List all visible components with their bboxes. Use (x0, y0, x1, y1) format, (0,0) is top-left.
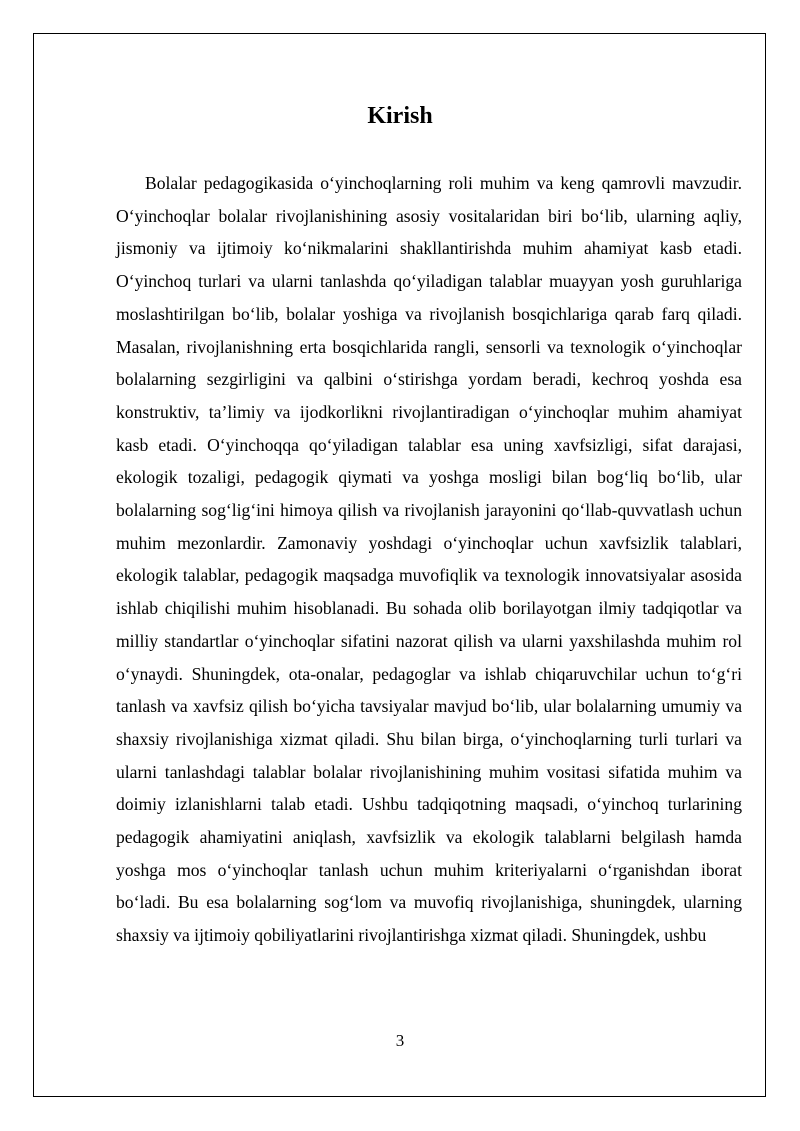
body-paragraph: Bolalar pedagogikasida o‘yinchoqlarning roli muhim va keng qamrovli mavzudir. O‘yinchoqlar bolalar rivojlanishining asosiy vositalaridan biri bo‘lib, ularning aqliy, jismoniy va ijtimoiy ko‘nikmalarini shakllantirishda muhim ahamiyat kasb etadi. O‘yinchoq turlari va ularni tanlashda qo‘yiladigan talablar muayyan yosh guruhlariga moslashtirilgan bo‘lib, bolalar yoshiga va rivojlanish bosqichlariga qarab farq qiladi. Masalan, rivojlanishning erta bosqichlarida rangli, sensorli va texnologik o‘yinchoqlar bolalarning sezgirligini va qalbini o‘stirishga yordam beradi, kechroq yoshda esa konstruktiv, ta’limiy va ijodkorlikni rivojlantiradigan o‘yinchoqlar muhim ahamiyat kasb etadi. O‘yinchoqqa qo‘yiladigan talablar esa uning xavfsizligi, sifat darajasi, ekologik tozaligi, pedagogik qiymati va yoshga mosligi bilan bog‘liq bo‘lib, ular bolalarning sog‘lig‘ini himoya qilish va rivojlanish jarayonini qo‘llab-quvvatlash uchun muhim mezonlardir. Zamonaviy yoshdagi o‘yinchoqlar uchun xavfsizlik talablari, ekologik talablar, pedagogik maqsadga muvofiqlik va texnologik innovatsiyalar asosida ishlab chiqilishi muhim hisoblanadi. Bu sohada olib borilayotgan ilmiy tadqiqotlar va milliy standartlar o‘yinchoqlar sifatini nazorat qilish va ularni yaxshilashda muhim rol o‘ynaydi. Shuningdek, ota-onalar, pedagoglar va ishlab chiqaruvchilar uchun to‘g‘ri tanlash va xavfsiz qilish bo‘yicha tavsiyalar mavjud bo‘lib, ular bolalarning umumiy va shaxsiy rivojlanishiga xizmat qiladi. Shu bilan birga, o‘yinchoqlarning turli turlari va ularni tanlashdagi talablar bolalar rivojlanishining muhim vositasi sifatida muhim va doimiy izlanishlarni talab etadi. Ushbu tadqiqotning maqsadi, o‘yinchoq turlarining pedagogik ahamiyatini aniqlash, xavfsizlik va ekologik talablarni belgilash hamda yoshga mos o‘yinchoqlar tanlash uchun muhim kriteriyalarni o‘rganishdan iborat bo‘ladi. Bu esa bolalarning sog‘lom va muvofiq rivojlanishiga, shuningdek, ularning shaxsiy va ijtimoiy qobiliyatlarini rivojlantirishga xizmat qiladi. Shuningdek, ushbu (116, 173, 742, 946)
section-title: Kirish (367, 103, 433, 129)
page-number: 3 (395, 1031, 405, 1050)
